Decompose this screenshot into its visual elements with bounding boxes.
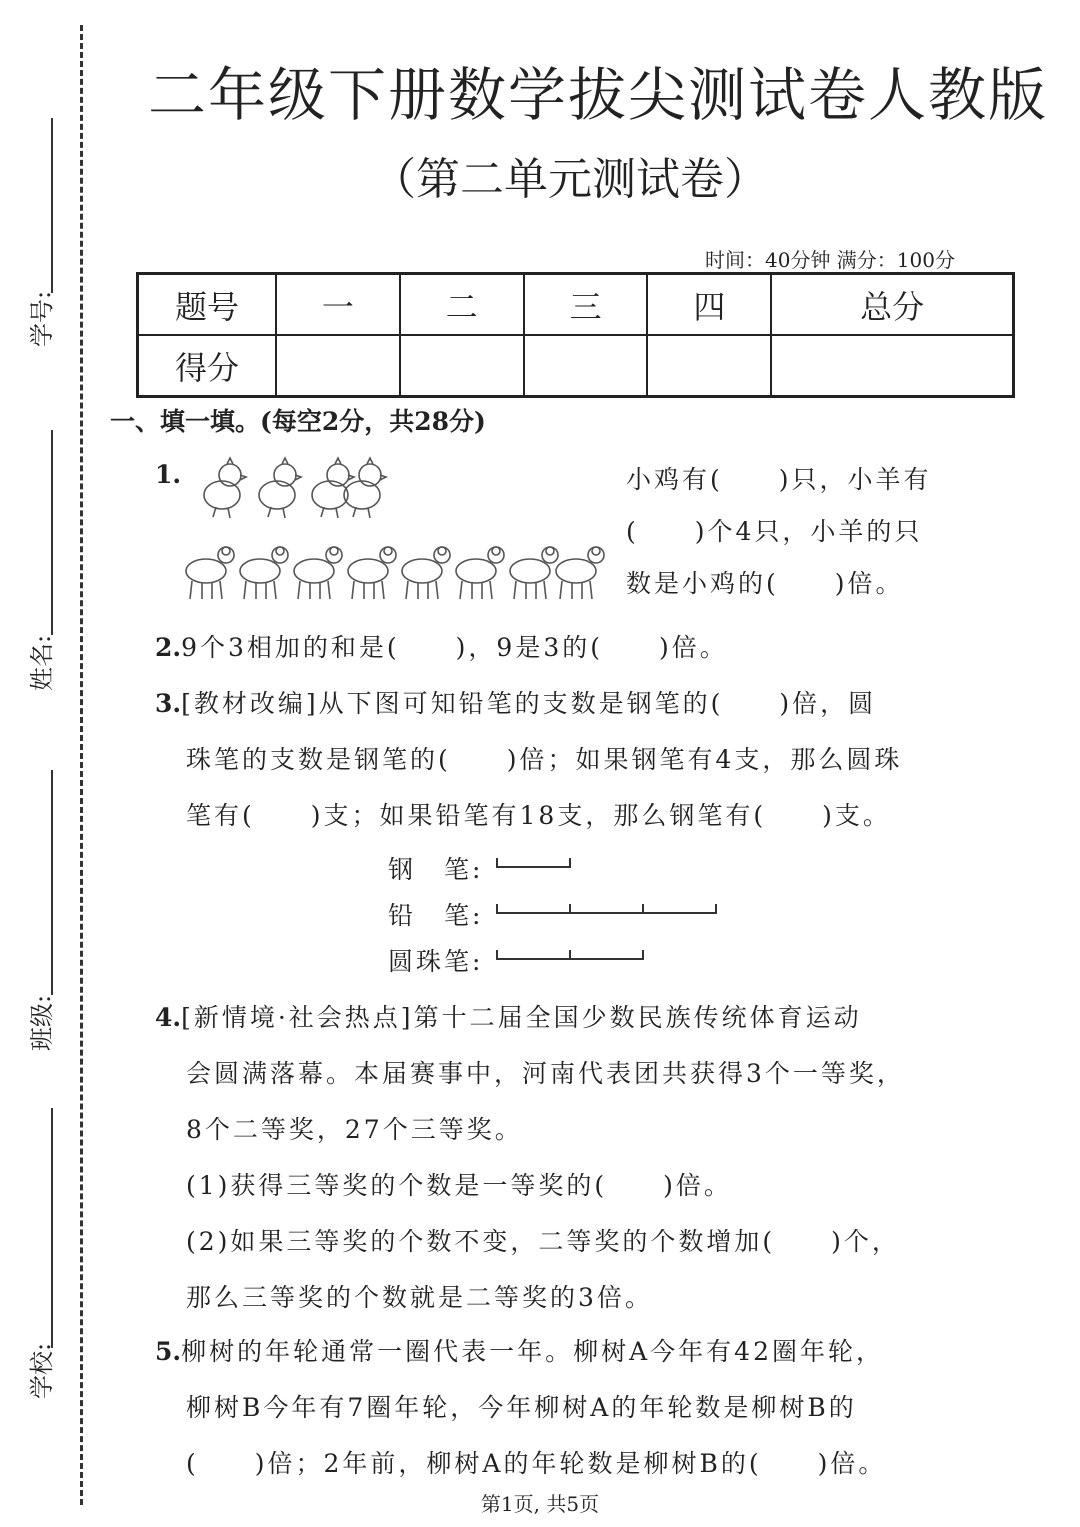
name-label: 姓名: — [28, 634, 56, 691]
sheep-icon — [402, 547, 450, 599]
page-footer: 第1页, 共5页 — [480, 1492, 600, 1516]
segment-bar — [497, 856, 570, 868]
q5-line: ( )倍；2年前，柳树A的年轮数是柳树B的( )倍。 — [186, 1449, 887, 1478]
q2-number: 2. — [155, 633, 182, 662]
page-title: 二年级下册数学拔尖测试卷人教版 — [148, 61, 1049, 129]
score-table-cell: 二 — [400, 274, 524, 336]
segment-tick — [496, 950, 498, 960]
score-table-header-row — [138, 274, 1014, 336]
segment-tick — [569, 950, 571, 960]
sheep-icon — [348, 547, 396, 599]
sheep-icon — [556, 547, 604, 599]
score-table-cell: 四 — [647, 274, 771, 336]
q3-number: 3. — [155, 689, 182, 718]
q5-number: 5. — [155, 1337, 182, 1366]
school-line — [51, 1108, 53, 1348]
sheep-icon — [186, 547, 234, 599]
time-score-info: 时间：40分钟 满分：100分 — [705, 248, 955, 272]
q4-line: 那么三等奖的个数就是二等奖的3倍。 — [186, 1283, 653, 1312]
diagram-label-pen: 钢 笔: — [388, 855, 484, 884]
q3-line: [教材改编]从下图可知铅笔的支数是钢笔的( )倍，圆 — [181, 689, 877, 718]
q4-line: (1)获得三等奖的个数是一等奖的( )倍。 — [186, 1171, 732, 1200]
chicks-and-sheep-illustration — [180, 455, 610, 607]
page-subtitle: （第二单元测试卷） — [372, 154, 768, 205]
chick-icon — [344, 458, 386, 518]
q1-number: 1. — [155, 460, 182, 489]
chick-icon — [312, 458, 354, 518]
score-input-cell[interactable] — [400, 335, 524, 397]
question-3 — [155, 684, 876, 720]
segment-tick — [496, 904, 498, 914]
q2-text: 9个3相加的和是( )，9是3的( )倍。 — [181, 633, 728, 662]
segment-tick — [642, 950, 644, 960]
section-title: 一、填一填。(每空2分，共28分) — [110, 407, 486, 436]
q1-line: 数是小鸡的( )倍。 — [626, 569, 904, 598]
sheep-icon-group — [186, 547, 604, 599]
score-input-cell[interactable] — [647, 335, 771, 397]
score-table-cell: 一 — [276, 274, 400, 336]
score-table — [136, 272, 1015, 398]
score-table-cell: 得分 — [138, 335, 277, 397]
segment-tick — [569, 904, 571, 914]
student-id-line — [51, 118, 53, 293]
diagram-label-pencil: 铅 笔: — [388, 901, 484, 930]
q3-line: 珠笔的支数是钢笔的( )倍；如果钢笔有4支，那么圆珠 — [186, 745, 903, 774]
score-input-cell[interactable] — [524, 335, 648, 397]
binding-dashed-line — [80, 25, 83, 1505]
q5-line: 柳树B今年有7圈年轮，今年柳树A的年轮数是柳树B的 — [186, 1393, 857, 1422]
q5-line: 柳树的年轮通常一圈代表一年。柳树A今年有42圈年轮， — [181, 1337, 884, 1366]
q3-line: 笔有( )支；如果铅笔有18支，那么钢笔有( )支。 — [186, 801, 891, 830]
student-id-label: 学号: — [28, 290, 56, 347]
sheep-icon — [294, 547, 342, 599]
question-4 — [155, 998, 862, 1034]
segment-tick — [569, 858, 571, 868]
segment-tick — [496, 858, 498, 868]
score-table-score-row — [138, 335, 1014, 397]
question-5 — [155, 1332, 884, 1368]
q1-line: 小鸡有( )只，小羊有 — [626, 465, 932, 494]
score-table-cell: 总分 — [771, 274, 1013, 336]
q4-number: 4. — [155, 1003, 182, 1032]
chick-icon — [259, 458, 301, 518]
school-label: 学校: — [28, 1342, 56, 1399]
chick-icon-group — [204, 458, 386, 518]
q4-line: [新情境·社会热点]第十二届全国少数民族传统体育运动 — [181, 1003, 862, 1032]
score-input-cell[interactable] — [771, 335, 1013, 397]
sheep-icon — [456, 547, 504, 599]
question-2 — [155, 628, 728, 664]
name-line — [51, 430, 53, 635]
chick-icon — [204, 458, 246, 518]
q4-line: 8个二等奖，27个三等奖。 — [186, 1115, 523, 1144]
class-label: 班级: — [28, 994, 56, 1051]
q1-line: ( )个4只，小羊的只 — [626, 517, 923, 546]
question-number — [155, 460, 181, 489]
diagram-label-ballpoint: 圆珠笔: — [388, 947, 484, 976]
score-table-cell: 题号 — [138, 274, 277, 336]
segment-tick — [715, 904, 717, 914]
q4-line: 会圆满落幕。本届赛事中，河南代表团共获得3个一等奖， — [186, 1059, 905, 1088]
class-line — [51, 770, 53, 995]
sheep-icon — [510, 547, 558, 599]
segment-bar — [497, 902, 716, 914]
sheep-icon — [240, 547, 288, 599]
q4-line: (2)如果三等奖的个数不变，二等奖的个数增加( )个， — [186, 1227, 900, 1256]
segment-tick — [642, 904, 644, 914]
score-input-cell[interactable] — [276, 335, 400, 397]
score-table-cell: 三 — [524, 274, 648, 336]
